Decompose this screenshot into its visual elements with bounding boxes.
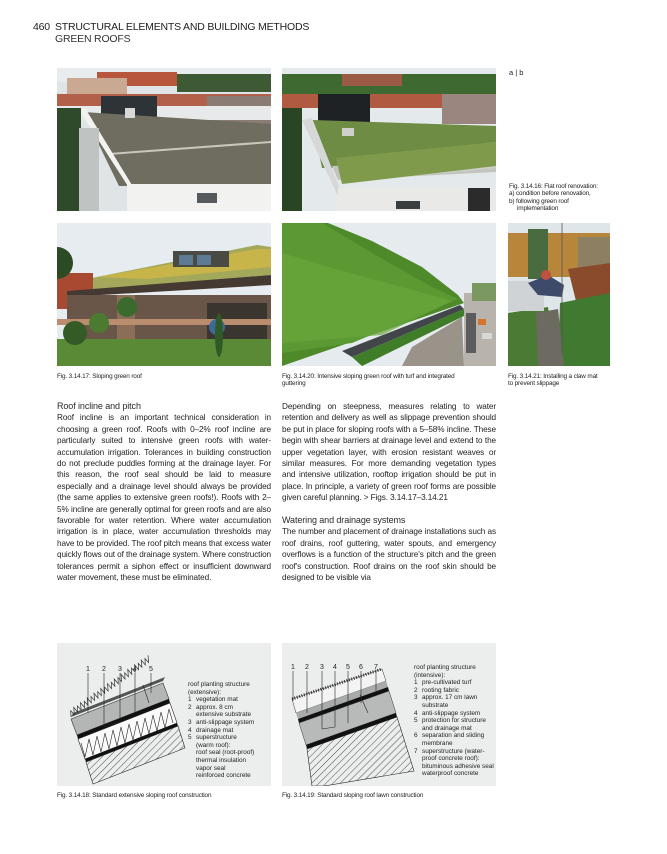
- svg-text:2: 2: [102, 666, 106, 673]
- running-header: [33, 21, 309, 45]
- paragraph-roof-incline: Roof incline is an important technical consideration in choosing a green roof. Roofs with 0–2% roof incline are particularly suited to intensive green roofs with water-accumulation irrigation. Tolerances in building construction do not preclude puddles forming at the drainage layer. For this reason, the roof seal should be laid to measure especially and a drainage level should always be provided (the same applies to extensive green roofs!). Roofs with 2–5% incline are generally optimal for green roofs and are also favorable for water retention. Where water accumulation irrigation is in place, water accumulation thresholds may have to be provided. The roof pitch means that excess water quickly flows out of the drainage system. Where construction tolerances permit a siphon effect or insufficient downward water movement, these must be eliminated.: [57, 413, 271, 583]
- legend-intensive: roof planting structure (intensive): 1 pre-cultivated turf 2 rooting fabric 3 approx. 17 cm lawn substrate 4 anti-slippage system 5 protection for structure and drainage mat 6 separation and sliding membrane 7 superstructure (water- proof concrete roof): bituminous adhesive seal waterproof concrete: [414, 664, 496, 778]
- photo-sloping-green-roof: [57, 223, 271, 366]
- diagram-extensive-sloping-roof: [57, 643, 271, 786]
- paragraph-steepness: Depending on steepness, measures relating to water retention and delivery as well as slippage prevention should be put in place for sloping roofs with a 5–58% incline. These begin with shear barriers at drainage level and extend to the upper vegetation layer, with erosion resistant weaves or similar measures. For more demanding vegetation types and intensive utilization, rooftop irrigation should be put in place. In principle, a variety of green roof forms are possible given careful planning. > Figs. 3.14.17–3.14.21: [282, 402, 496, 503]
- legend-item: 1 vegetation mat: [188, 696, 238, 704]
- photo-intensive-sloping-roof: [282, 223, 496, 366]
- legend-item: 1 pre-cultivated turf: [414, 679, 472, 687]
- photo-claw-mat-installation: [508, 223, 610, 366]
- svg-text:2: 2: [305, 664, 309, 671]
- caption-fig-21: Fig. 3.14.21: Installing a claw mat to prevent slippage: [508, 373, 598, 388]
- svg-text:3: 3: [320, 664, 324, 671]
- legend-item: 5 protection for structure: [414, 717, 486, 725]
- legend-extensive: roof planting structure (extensive): 1 vegetation mat 2 approx. 8 cm extensive substrate 3 anti-slippage system 4 drainage mat 5 superstructure (warm roof): roof seal (root-proof) thermal insulation vapor seal reinforced concrete: [188, 681, 270, 780]
- heading-watering-drainage: Watering and drainage systems: [282, 515, 406, 526]
- legend-item: 4 drainage mat: [188, 726, 234, 734]
- diagram-sloping-roof-lawn: [282, 643, 496, 786]
- chapter-title: STRUCTURAL ELEMENTS AND BUILDING METHODS: [55, 21, 310, 33]
- section-title: GREEN ROOFS: [55, 33, 131, 45]
- svg-text:3: 3: [118, 666, 122, 673]
- svg-text:5: 5: [346, 664, 350, 671]
- legend-item: 7 superstructure (water-: [414, 747, 485, 755]
- caption-fig-17: Fig. 3.14.17: Sloping green roof: [57, 373, 142, 380]
- text-column-right: [282, 401, 496, 583]
- legend-item: 5 superstructure: [188, 734, 237, 742]
- legend-item: 3 anti-slippage system: [188, 718, 255, 726]
- page-number: 460: [33, 21, 50, 33]
- text-column-left: [57, 401, 271, 584]
- svg-text:5: 5: [149, 666, 153, 673]
- legend-item: 2 rooting fabric: [414, 686, 459, 694]
- legend-item: 2 approx. 8 cm: [188, 703, 233, 711]
- caption-fig-19: Fig. 3.14.19: Standard sloping roof lawn construction: [282, 792, 424, 799]
- legend-item: 6 separation and sliding: [414, 732, 485, 740]
- svg-text:1: 1: [291, 664, 295, 671]
- svg-text:6: 6: [359, 664, 363, 671]
- photo-flat-roof-after: [282, 68, 496, 211]
- photo-flat-roof-before: [57, 68, 271, 211]
- svg-text:1: 1: [86, 666, 90, 673]
- heading-roof-incline: Roof incline and pitch: [57, 401, 141, 411]
- svg-text:4: 4: [133, 666, 137, 673]
- legend-item: 4 anti-slippage system: [414, 709, 481, 717]
- paragraph-drainage: The number and placement of drainage installations such as roof drains, roof guttering, water spouts, and emergency overflows is a function of the structure's pitch and the green roof's construction. Roof drains on the roof skin should be designed to be visible via: [282, 527, 496, 583]
- caption-fig-16: Fig. 3.14.16: Flat roof renovation: a) condition before renovation, b) following green roof implementation: [509, 183, 598, 213]
- caption-fig-20: Fig. 3.14.20: Intensive sloping green roof with turf and integrated guttering: [282, 373, 455, 388]
- svg-text:7: 7: [374, 664, 378, 671]
- figure-part-labels: a | b: [509, 68, 524, 77]
- caption-fig-18: Fig. 3.14.18: Standard extensive sloping roof construction: [57, 792, 212, 799]
- legend-item: 3 approx. 17 cm lawn: [414, 694, 478, 702]
- svg-text:4: 4: [333, 664, 337, 671]
